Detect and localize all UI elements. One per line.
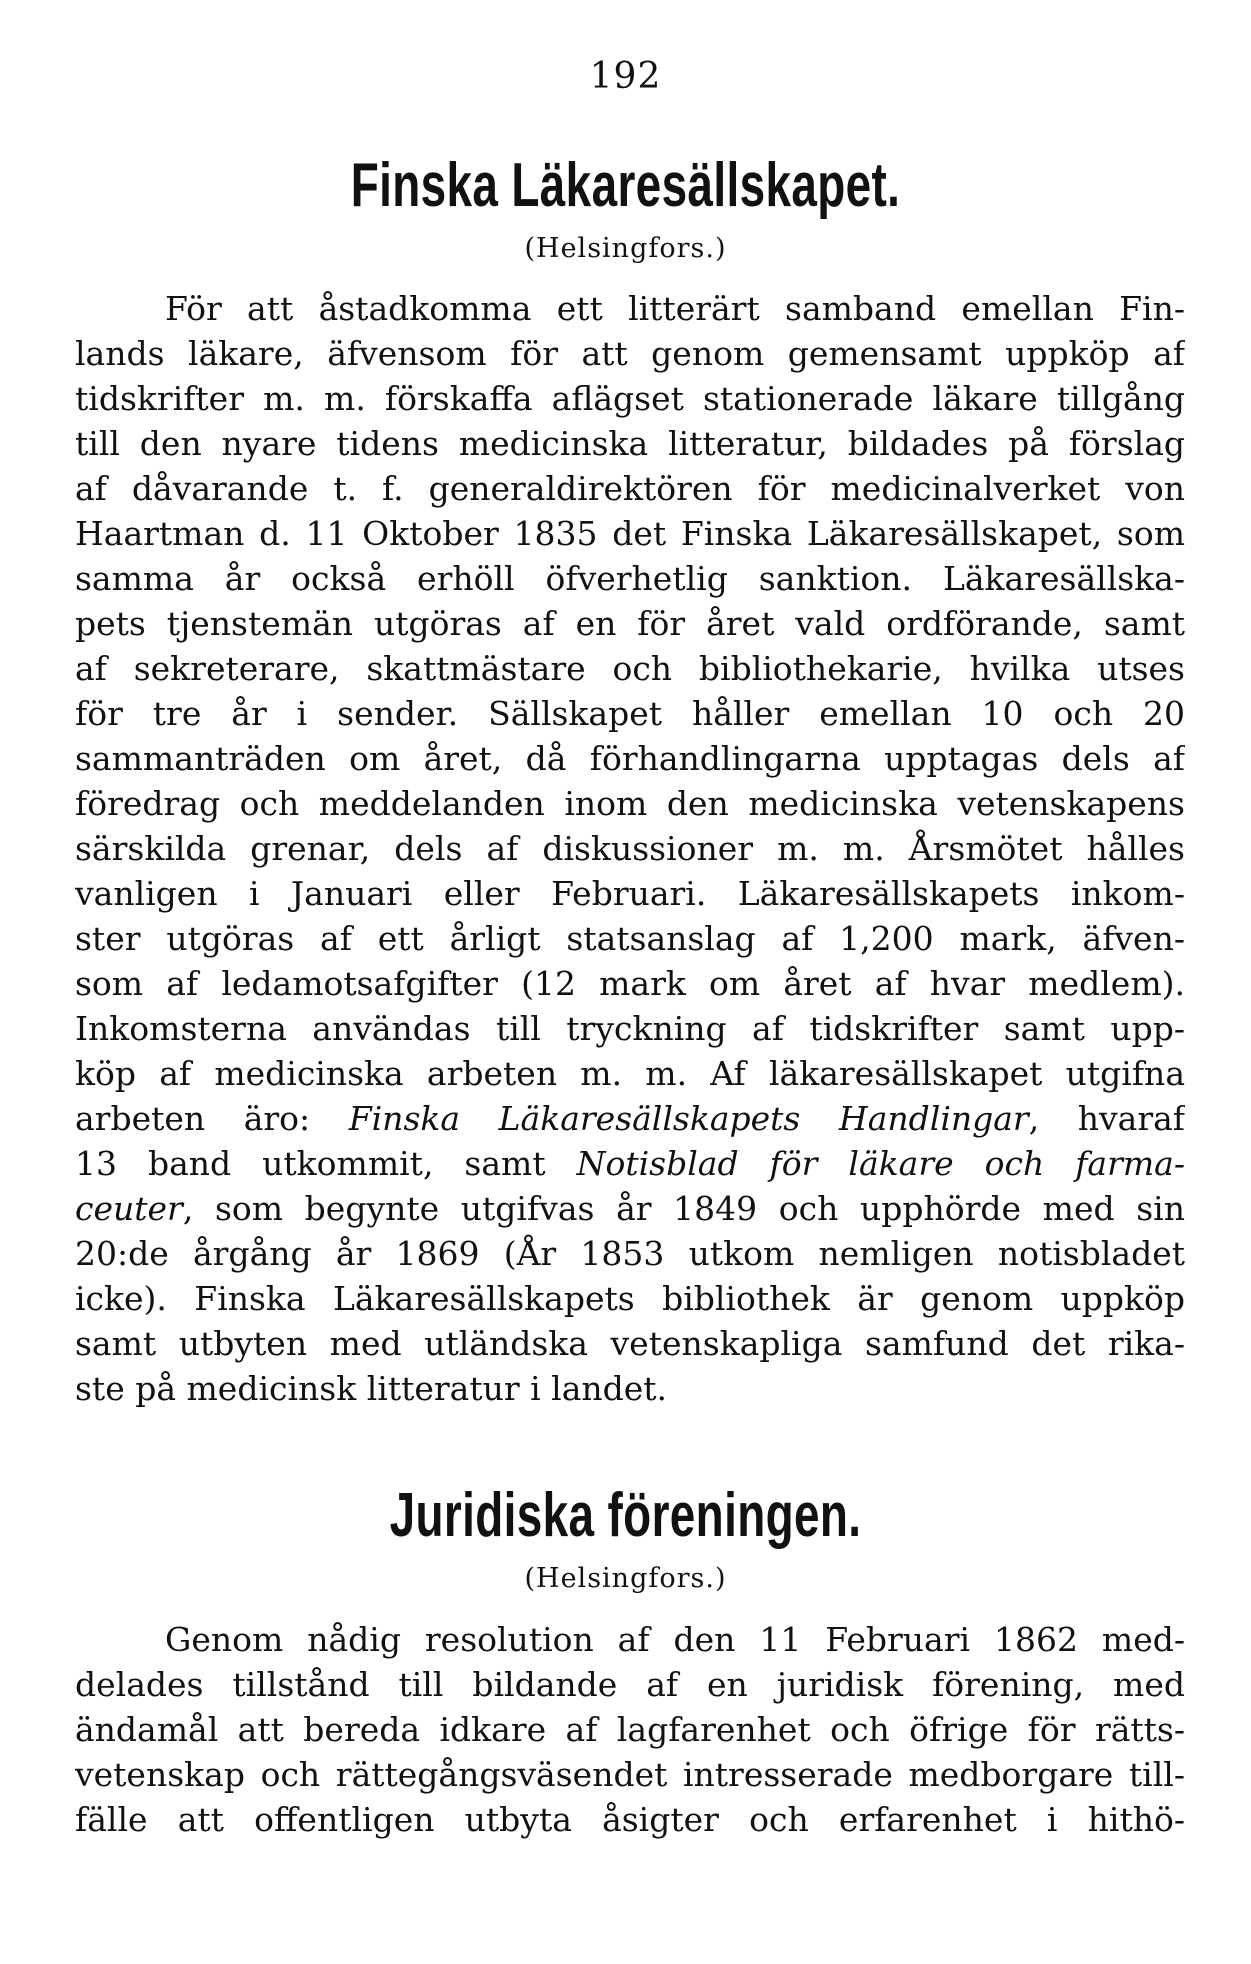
text-line: icke). Finska Läkaresällskapets bibliothek är genom uppköp <box>75 1279 1185 1318</box>
section-title-juridiska-foreningen: Juridiska föreningen. <box>389 1481 862 1550</box>
text-line: vetenskap och rättegångsväsendet intresserade medborgare till- <box>75 1755 1185 1794</box>
text-line: Genom nådig resolution af den 11 Februari 1862 med- <box>165 1620 1185 1659</box>
text-line: af sekreterare, skattmästare och bibliothekarie, hvilka utses <box>75 649 1185 688</box>
text-fragment: 13 band utkommit, samt <box>75 1144 577 1183</box>
italic-title-notisblad-cont: ceuter <box>75 1189 183 1228</box>
text-line: särskilda grenar, dels af diskussioner m. m. Årsmötet hålles <box>75 829 1185 868</box>
italic-title-notisblad: Notisblad för läkare och farma- <box>576 1144 1185 1183</box>
text-line: Haartman d. 11 Oktober 1835 det Finska Läkaresällskapet, som <box>75 514 1185 553</box>
text-line: vanligen i Januari eller Februari. Läkaresällskapets inkom- <box>75 874 1185 913</box>
text-line: ster utgöras af ett årligt statsanslag af 1,200 mark, äfven- <box>75 919 1185 958</box>
text-line: Inkomsterna användas till tryckning af tidskrifter samt upp- <box>75 1009 1185 1048</box>
text-line: sammanträden om året, då förhandlingarna upptagas dels af <box>75 739 1185 778</box>
text-line: För att åstadkomma ett litterärt samband emellan Fin- <box>165 289 1185 328</box>
text-line: ändamål att bereda idkare af lagfarenhet och öfrige för rätts- <box>75 1710 1185 1749</box>
text-line: ste på medicinsk litteratur i landet. <box>75 1369 668 1408</box>
text-line: af dåvarande t. f. generaldirektören för medicinalverket von <box>75 469 1185 508</box>
section-body-juridiska-foreningen <box>75 1617 1185 1842</box>
text-fragment: , hvaraf <box>1028 1099 1185 1138</box>
text-fragment: , som begynte utgifvas år 1849 och upphörde med sin <box>182 1189 1185 1228</box>
section-title-finska-lakaresallskapet: Finska Läkaresällskapet. <box>350 151 901 220</box>
text-line: samt utbyten med utländska vetenskapliga samfund det rika- <box>75 1324 1185 1363</box>
text-line: tidskrifter m. m. förskaffa aflägset stationerade läkare tillgång <box>75 379 1185 418</box>
text-line: lands läkare, äfvensom för att genom gemensamt uppköp af <box>75 334 1185 373</box>
text-line: till den nyare tidens medicinska litteratur, bildades på förslag <box>75 424 1185 463</box>
text-line: köp af medicinska arbeten m. m. Af läkaresällskapet utgifna <box>75 1054 1185 1093</box>
text-line <box>75 1186 1185 1231</box>
text-line: samma år också erhöll öfverhetlig sanktion. Läkaresällska- <box>75 559 1185 598</box>
text-line: delades tillstånd till bildande af en juridisk förening, med <box>75 1665 1185 1704</box>
text-line: 20:de årgång år 1869 (År 1853 utkom nemligen notisbladet <box>75 1234 1185 1273</box>
text-line: för tre år i sender. Sällskapet håller emellan 10 och 20 <box>75 694 1185 733</box>
text-fragment: arbeten äro: <box>75 1099 349 1138</box>
text-line: föredrag och meddelanden inom den medicinska vetenskapens <box>75 784 1185 823</box>
text-line <box>75 1141 1185 1186</box>
text-line: pets tjenstemän utgöras af en för året vald ordförande, samt <box>75 604 1185 643</box>
section-body-finska-lakaresallskapet <box>75 286 1185 1411</box>
text-line <box>75 1096 1185 1141</box>
page-number: 192 <box>589 56 662 97</box>
italic-title-handlingar: Finska Läkaresällskapets Handlingar <box>348 1099 1029 1138</box>
section-place-helsingfors: (Helsingfors.) <box>524 1563 727 1594</box>
text-line: fälle att offentligen utbyta åsigter och erfarenhet i hithö- <box>75 1800 1185 1839</box>
section-place-helsingfors: (Helsingfors.) <box>524 233 727 264</box>
text-line: som af ledamotsafgifter (12 mark om året af hvar medlem). <box>75 964 1185 1003</box>
